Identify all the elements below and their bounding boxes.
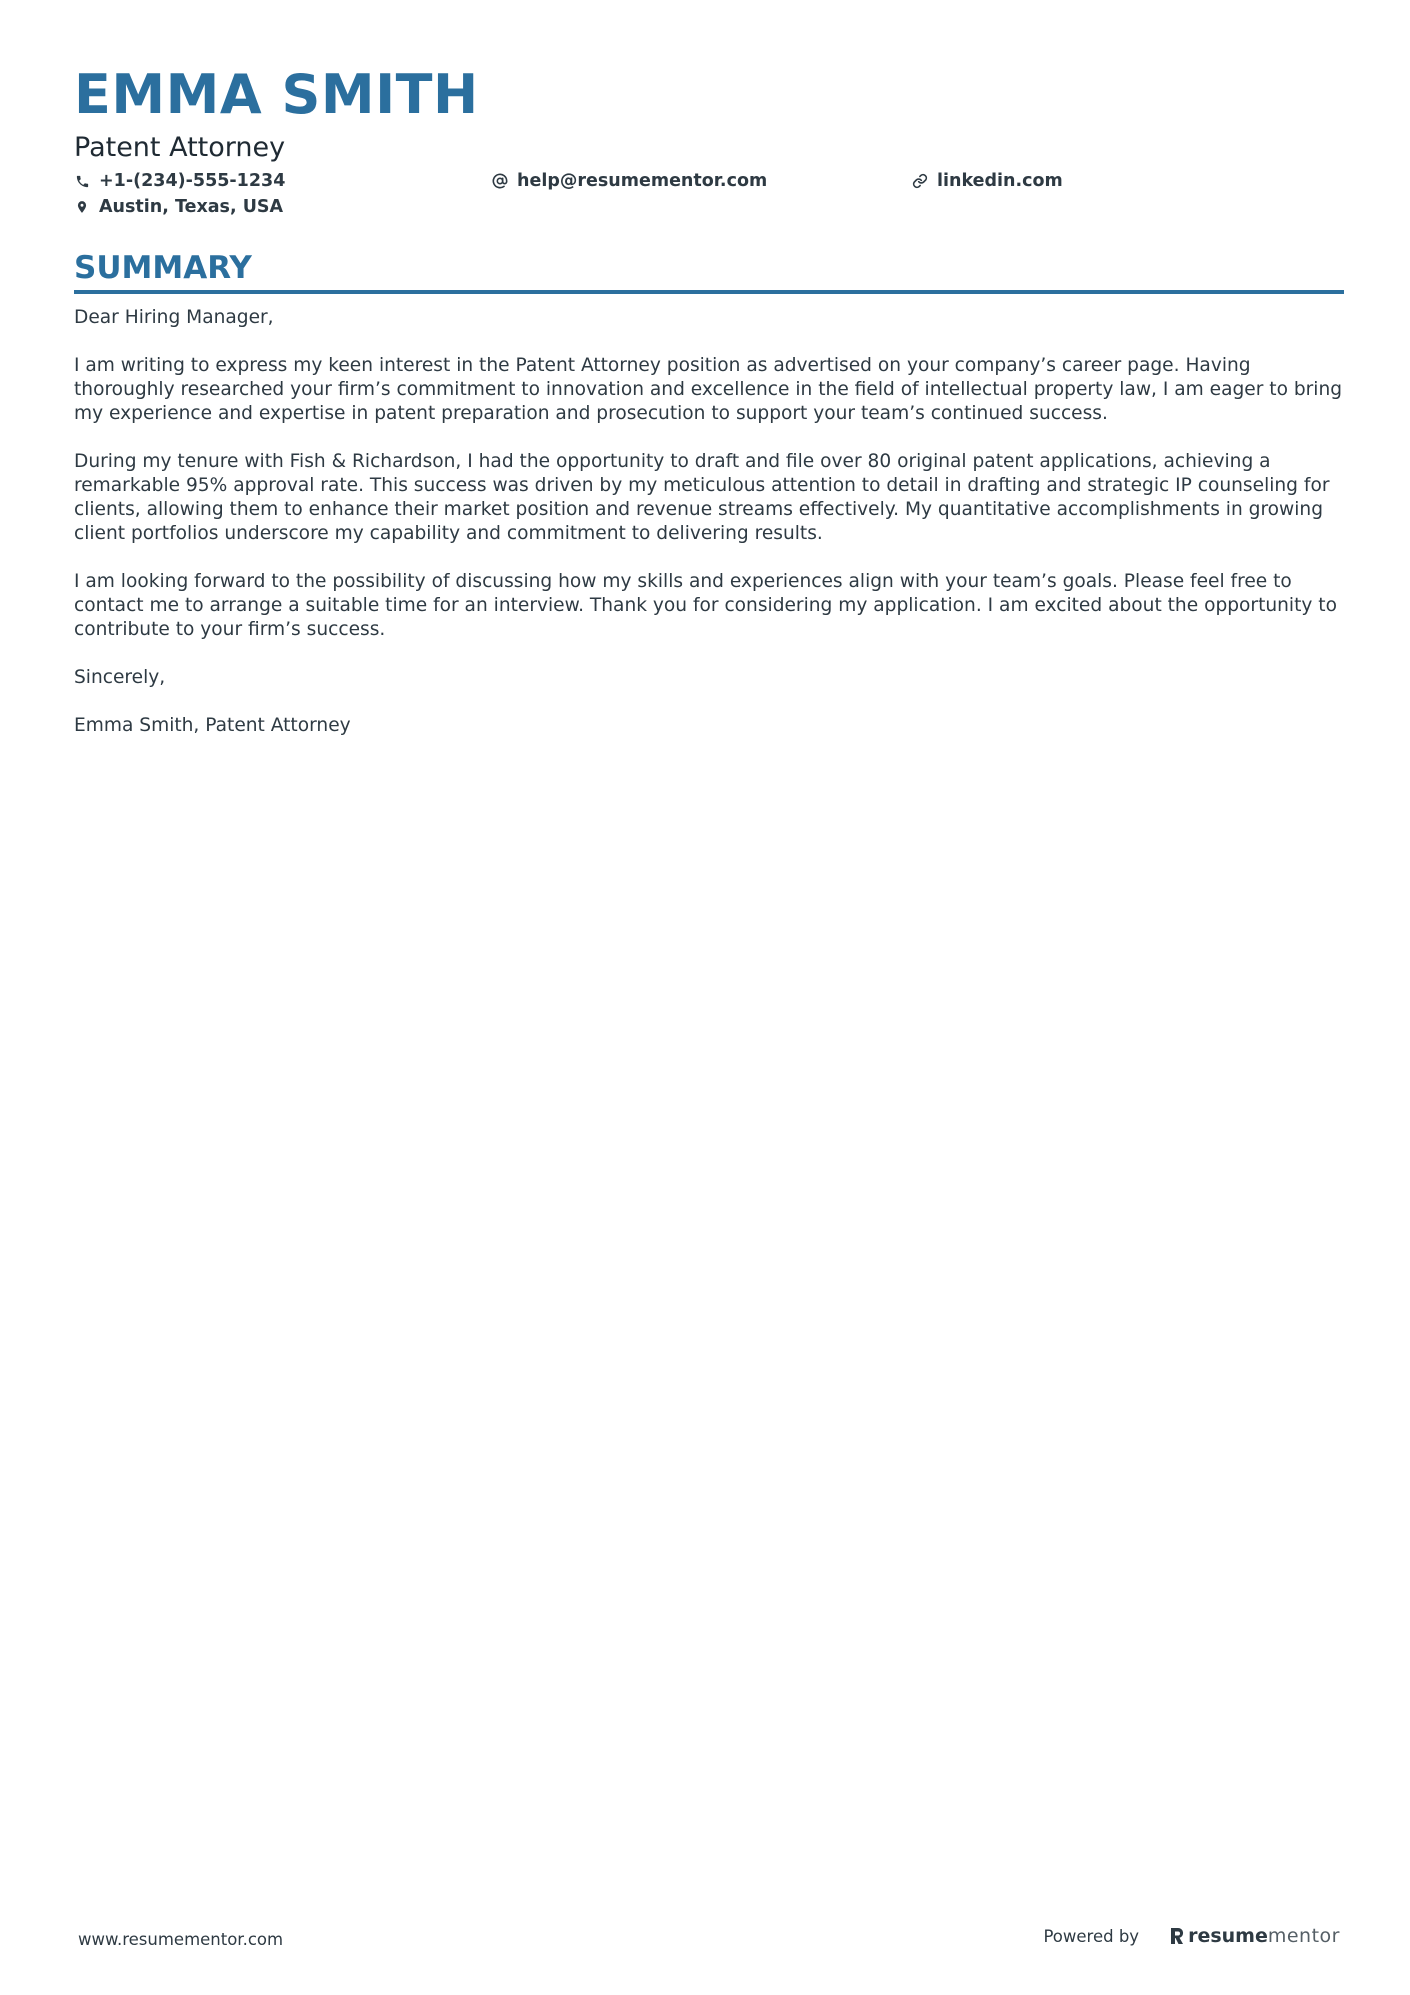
contact-phone [74, 168, 285, 194]
map-pin-icon [74, 199, 90, 215]
candidate-name: EMMA SMITH [74, 63, 479, 126]
contact-linkedin [912, 168, 1063, 194]
letter-paragraph: During my tenure with Fish & Richardson, I had the opportunity to draft and file over 80 original patent applications, achieving a remarkable 95% approval rate. This success was driven by my meticulous attention to detail in drafting and strategic IP counseling for clients, allowing them to enhance their market position and revenue streams effectively. My quantitative accomplishments in growing client portfolios underscore my capability and commitment to delivering results. [74, 451, 1330, 544]
cover-letter-body [74, 306, 1344, 738]
location-text: Austin, Texas, USA [99, 197, 284, 217]
brand-text-mentor: mentor [1267, 1925, 1340, 1947]
section-divider [74, 290, 1344, 294]
section-title-summary: SUMMARY [74, 250, 252, 286]
letter-greeting: Dear Hiring Manager, [74, 307, 274, 328]
powered-by-label: Powered by [1043, 1926, 1140, 1946]
footer-website[interactable]: www.resumementor.com [78, 1930, 284, 1949]
resume-page [74, 60, 1344, 762]
letter-signature: Emma Smith, Patent Attorney [74, 715, 351, 736]
letter-paragraph: I am writing to express my keen interest in the Patent Attorney position as advertised on your company’s career page. Having thoroughly researched your firm’s commitment to innovation and excellence in the field of intellectual property law, I am eager to bring my experience and expertise in patent preparation and prosecution to support your team’s continued success. [74, 355, 1343, 424]
phone-icon [74, 173, 90, 189]
footer-branding [1043, 1925, 1340, 1947]
letter-closing: Sincerely, [74, 667, 166, 688]
linkedin-link[interactable]: linkedin.com [937, 171, 1063, 191]
brand-logo[interactable] [1169, 1925, 1340, 1947]
contact-email [492, 168, 767, 194]
link-icon [912, 173, 928, 189]
at-sign-icon [492, 173, 508, 189]
letter-paragraph: I am looking forward to the possibility of discussing how my skills and experiences align with your team’s goals. Please feel free to contact me to arrange a suitable time for an interview. Thank you for considering my application. I am excited about the opportunity to contribute to your firm’s success. [74, 571, 1337, 640]
job-title: Patent Attorney [74, 132, 286, 163]
email-address[interactable]: help@resumementor.com [517, 171, 768, 191]
contact-location [74, 194, 283, 220]
contact-info [74, 168, 1344, 222]
resumementor-logo-icon [1169, 1926, 1185, 1946]
phone-number: +1-(234)-555-1234 [99, 171, 286, 191]
brand-text-resume: resume [1188, 1925, 1268, 1947]
